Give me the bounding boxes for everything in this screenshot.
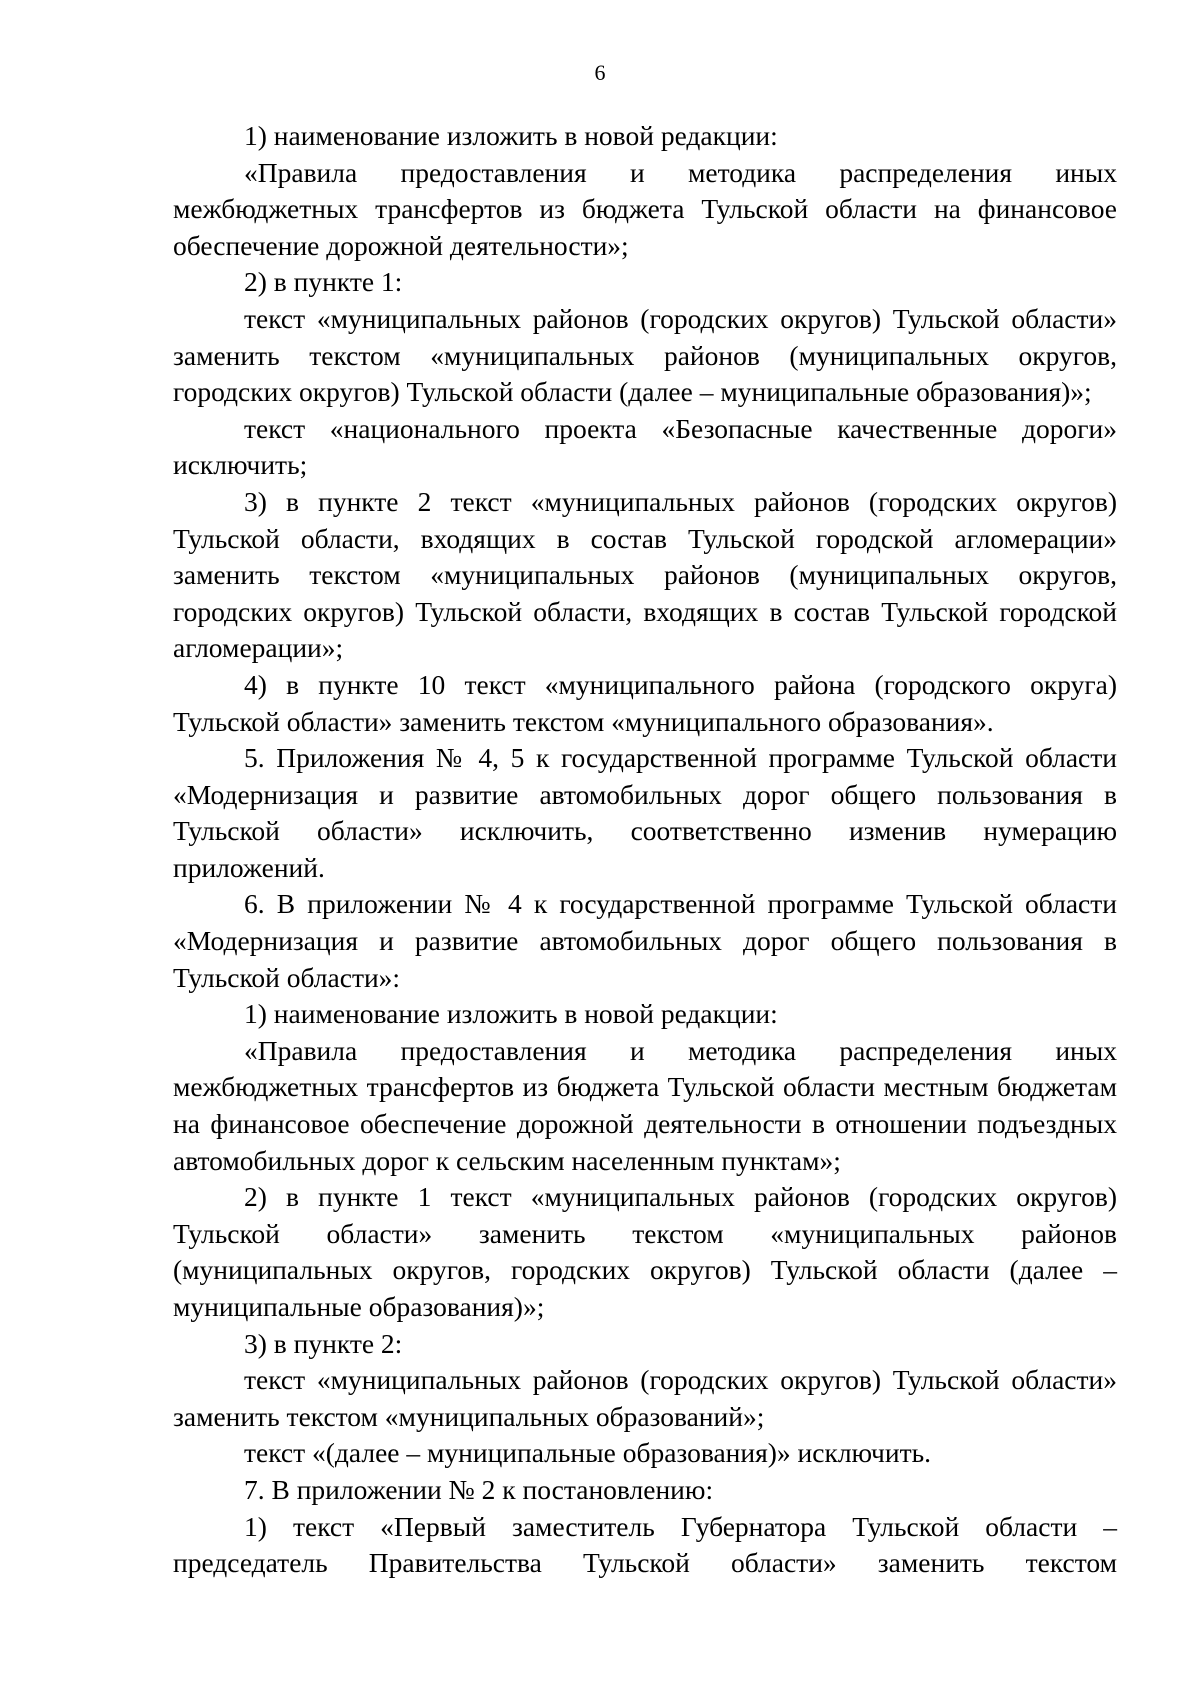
paragraph: 1) текст «Первый заместитель Губернатора Тульской области – председатель Правительства Тульской области» заменить текстом (173, 1510, 1117, 1579)
paragraph: 3) в пункте 2: (244, 1327, 403, 1359)
paragraph: текст «муниципальных районов (городских округов) Тульской области» заменить текстом «муниципальных районов (муниципальных округов, городских округов) Тульской области (далее – муниципальные образования)»; (173, 302, 1117, 408)
paragraph: 3) в пункте 2 текст «муниципальных районов (городских округов) Тульской области, входящих в состав Тульской городской агломерации» заменить текстом «муниципальных районов (муниципальных округов, городских округов) Тульской области, входящих в состав Тульской городской агломерации»; (173, 485, 1117, 664)
paragraph: 7. В приложении № 2 к постановлению: (244, 1473, 714, 1505)
paragraph: 2) в пункте 1 текст «муниципальных районов (городских округов) Тульской области» заменить текстом «муниципальных районов (муниципальных округов, городских округов) Тульской области (далее – муниципальные образования)»; (173, 1181, 1117, 1322)
paragraph: 6. В приложении № 4 к государственной программе Тульской области «Модернизация и развитие автомобильных дорог общего пользования в Тульской области»: (173, 888, 1117, 993)
page-number: 6 (594, 60, 606, 85)
paragraph: 1) наименование изложить в новой редакции: (244, 998, 778, 1030)
paragraph: 2) в пункте 1: (244, 266, 403, 298)
document-body (173, 118, 1117, 1582)
paragraph: текст «(далее – муниципальные образования)» исключить. (244, 1437, 932, 1469)
paragraph: «Правила предоставления и методика распределения иных межбюджетных трансфертов из бюджета Тульской области на финансовое обеспечение дорожной деятельности»; (173, 156, 1117, 261)
paragraph: 5. Приложения № 4, 5 к государственной программе Тульской области «Модернизация и развитие автомобильных дорог общего пользования в Тульской области» исключить, соответственно изменив нумерацию приложений. (173, 742, 1117, 883)
paragraph: 1) наименование изложить в новой редакции: (244, 120, 778, 151)
paragraph: текст «национального проекта «Безопасные качественные дороги» исключить; (173, 412, 1117, 481)
paragraph: 4) в пункте 10 текст «муниципального района (городского округа) Тульской области» заменить текстом «муниципального образования». (173, 668, 1117, 737)
paragraph: «Правила предоставления и методика распределения иных межбюджетных трансфертов из бюджета Тульской области местным бюджетам на финансовое обеспечение дорожной деятельности в отношении подъездных автомобильных дорог к сельским населенным пунктам»; (173, 1034, 1117, 1176)
paragraph: текст «муниципальных районов (городских округов) Тульской области» заменить текстом «муниципальных образований»; (173, 1364, 1117, 1432)
